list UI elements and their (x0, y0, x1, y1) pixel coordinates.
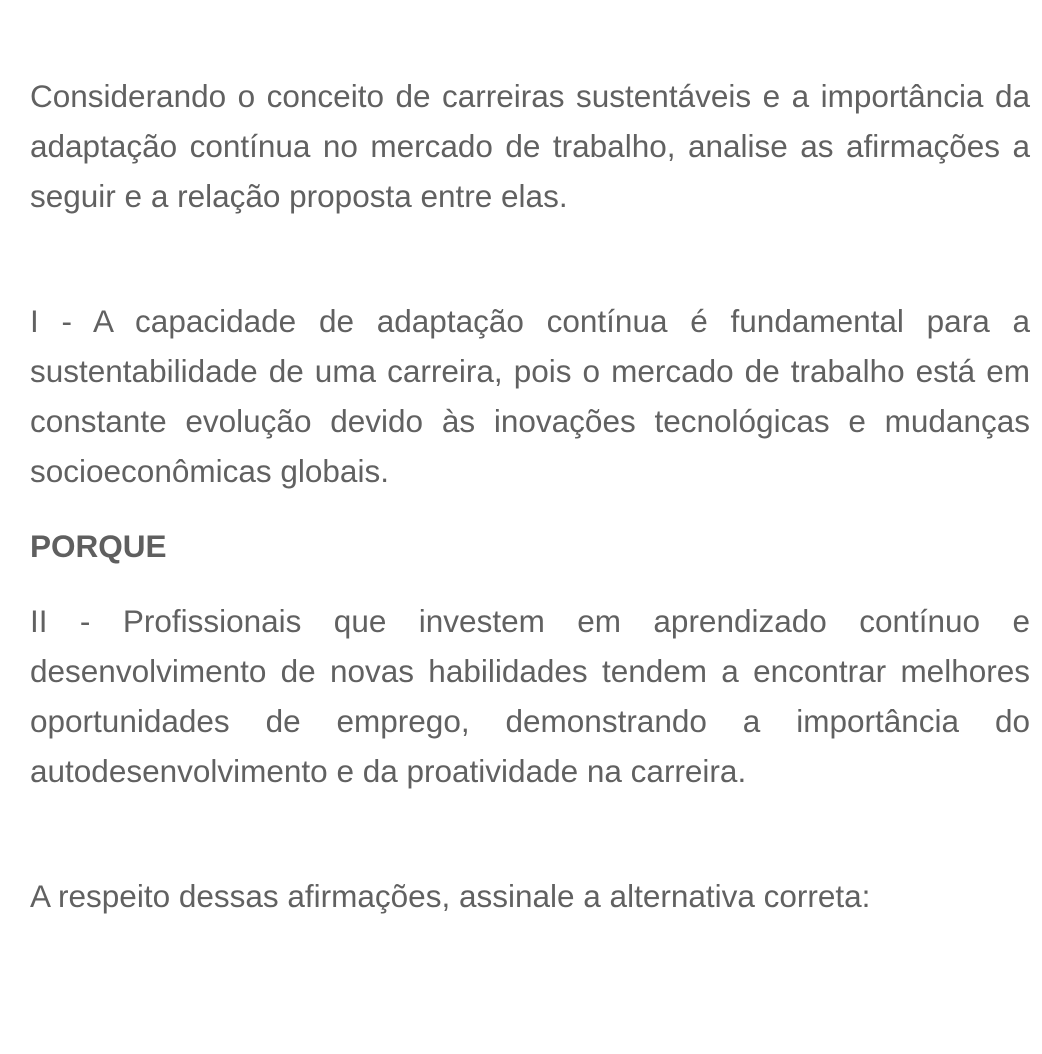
question-body (30, 71, 1030, 921)
porque-connector: PORQUE (30, 528, 167, 564)
statement-i: I - A capacidade de adaptação contínua é fundamental para a sustentabilidade de uma carreira, pois o mercado de trabalho está em constante evolução devido às inovações tecnológicas e mudanças socioeconômicas globais. (30, 303, 1030, 489)
statement-ii: II - Profissionais que investem em aprendizado contínuo e desenvolvimento de novas habilidades tendem a encontrar melhores oportunidades de emprego, demonstrando a importância do autodesenvolvimento e da proatividade na carreira. (30, 603, 1030, 789)
question-intro: Considerando o conceito de carreiras sustentáveis e a importância da adaptação contínua no mercado de trabalho, analise as afirmações a seguir e a relação proposta entre elas. (30, 78, 1030, 214)
question-prompt: A respeito dessas afirmações, assinale a alternativa correta: (30, 878, 871, 914)
